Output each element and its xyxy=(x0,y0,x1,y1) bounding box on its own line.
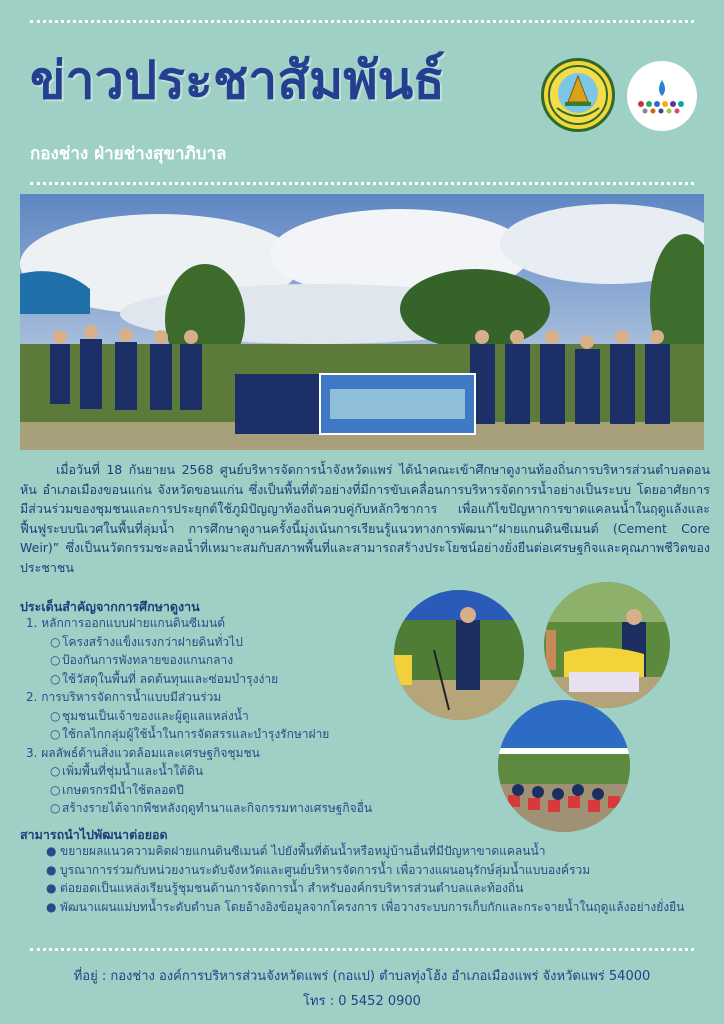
pao-phrae-logo xyxy=(541,58,615,132)
speaker-photo-circle xyxy=(394,590,524,720)
key-point-item: 2. การบริหารจัดการน้ำแบบมีส่วนร่วม xyxy=(26,690,222,704)
top-dotted-divider xyxy=(30,20,694,23)
page-title: ข่าวประชาสัมพันธ์ xyxy=(30,51,445,111)
development-item: ● บูรณาการร่วมกับหน่วยงานระดับจังหวัดและศูนย์บริหารจัดการน้ำ เพื่อวางแผนอนุรักษ์ลุ่มน้ำแบบองค์รวม xyxy=(46,862,591,877)
department-subtitle: กองช่าง ฝ่ายช่างสุขาภิบาล xyxy=(30,144,227,164)
header-dotted-divider xyxy=(30,182,694,185)
intro-paragraph: เมื่อวันที่ 18 กันยายน 2568 ศูนย์บริหารจัดการน้ำจังหวัดแพร่ ได้นำคณะเข้าศึกษาดูงานท้องถิ่นการบริหารส่วนตำบลดอนหัน อำเภอเมืองขอนแก่น จังหวัดขอนแก่น ซึ่งเป็นพื้นที่ตัวอย่างที่มีการขับเคลื่อนการบริหารจัดการน้ำอย่างเป็นระบบ โดยอาศัยการมีส่วนร่วมของชุมชนและการประยุกต์ใช้ภูมิปัญญาท้องถิ่นควบคู่กับหลักวิชาการ เพื่อแก้ไขปัญหาการขาดแคลนน้ำในฤดูแล้งและฟื้นฟูระบบนิเวศในพื้นที่ลุ่มน้ำ การศึกษาดูงานครั้งนี้มุ่งเน้นการเรียนรู้แนวทางการพัฒนา“ฝายแกนดินซีเมนต์ (Cement Core Weir)” ซึ่งเป็นนวัตกรรมชะลอน้ำที่เหมาะสมกับสภาพพื้นที่และสามารถสร้างประโยชน์อย่างยั่งยืนต่อเศรษฐกิจและคุณภาพชีวิตของประชาชน xyxy=(20,462,710,575)
sub-point: ○ เกษตรกรมีน้ำใช้ตลอดปี xyxy=(50,782,184,797)
speaker-stage-photo-circle xyxy=(544,582,670,708)
further-development-list xyxy=(20,842,690,916)
development-item: ● พัฒนาแผนแม่บทน้ำระดับตำบล โดยอ้างอิงข้อมูลจากโครงการ เพื่อวางระบบการเก็บกักและกระจายน้ำในฤดูแล้งอย่างยั่งยืน xyxy=(46,899,685,914)
footer-address: ที่อยู่ : กองช่าง องค์การบริหารส่วนจังหวัดแพร่ (กอแป) ตำบลทุ่งโฮ้ง อำเภอเมืองแพร่ จังหวัดแพร่ 54000 xyxy=(73,969,651,984)
sub-point: ○ ป้องกันการพังทลายของแกนกลาง xyxy=(50,653,234,667)
key-point-item: 1. หลักการออกแบบฝายแกนดินซีเมนต์ xyxy=(26,616,226,630)
further-development-heading: สามารถนำไปพัฒนาต่อยอด xyxy=(20,827,168,842)
key-points-list xyxy=(20,614,400,818)
footer-phone: โทร : 0 5452 0900 xyxy=(303,994,421,1009)
sub-point: ○ เพิ่มพื้นที่ชุ่มน้ำและน้ำใต้ดิน xyxy=(50,764,204,778)
sub-point: ○ ใช้วัสดุในพื้นที่ ลดต้นทุนและซ่อมบำรุงง่าย xyxy=(50,671,279,686)
group-photo xyxy=(20,194,704,450)
audience-photo-circle xyxy=(498,700,630,832)
development-item: ● ต่อยอดเป็นแหล่งเรียนรู้ชุมชนด้านการจัดการน้ำ สำหรับองค์กรบริหารส่วนตำบลและท้องถิ่น xyxy=(46,881,524,895)
footer-dotted-divider xyxy=(30,948,694,951)
sub-point: ○ สร้างรายได้จากพืชหลังฤดูทำนาและกิจกรรมทางเศรษฐกิจอื่น xyxy=(50,801,373,815)
water-center-logo xyxy=(627,61,697,131)
key-point-item: 3. ผลลัพธ์ด้านสิ่งแวดล้อมและเศรษฐกิจชุมชน xyxy=(26,745,260,760)
development-item: ● ขยายผลแนวความคิดฝายแกนดินซีเมนต์ ไปยังพื้นที่ต้นน้ำหรือหมู่บ้านอื่นที่มีปัญหาขาดแคลนน้ำ xyxy=(46,844,546,858)
sub-point: ○ ใช้กลไกกลุ่มผู้ใช้น้ำในการจัดสรรและบำรุงรักษาฝาย xyxy=(50,727,330,741)
sub-point: ○ โครงสร้างแข็งแรงกว่าฝายดินทั่วไป xyxy=(50,634,243,649)
key-points-heading: ประเด็นสำคัญจากการศึกษาดูงาน xyxy=(20,599,200,614)
sub-point: ○ ชุมชนเป็นเจ้าของและผู้ดูแลแหล่งน้ำ xyxy=(50,708,249,723)
